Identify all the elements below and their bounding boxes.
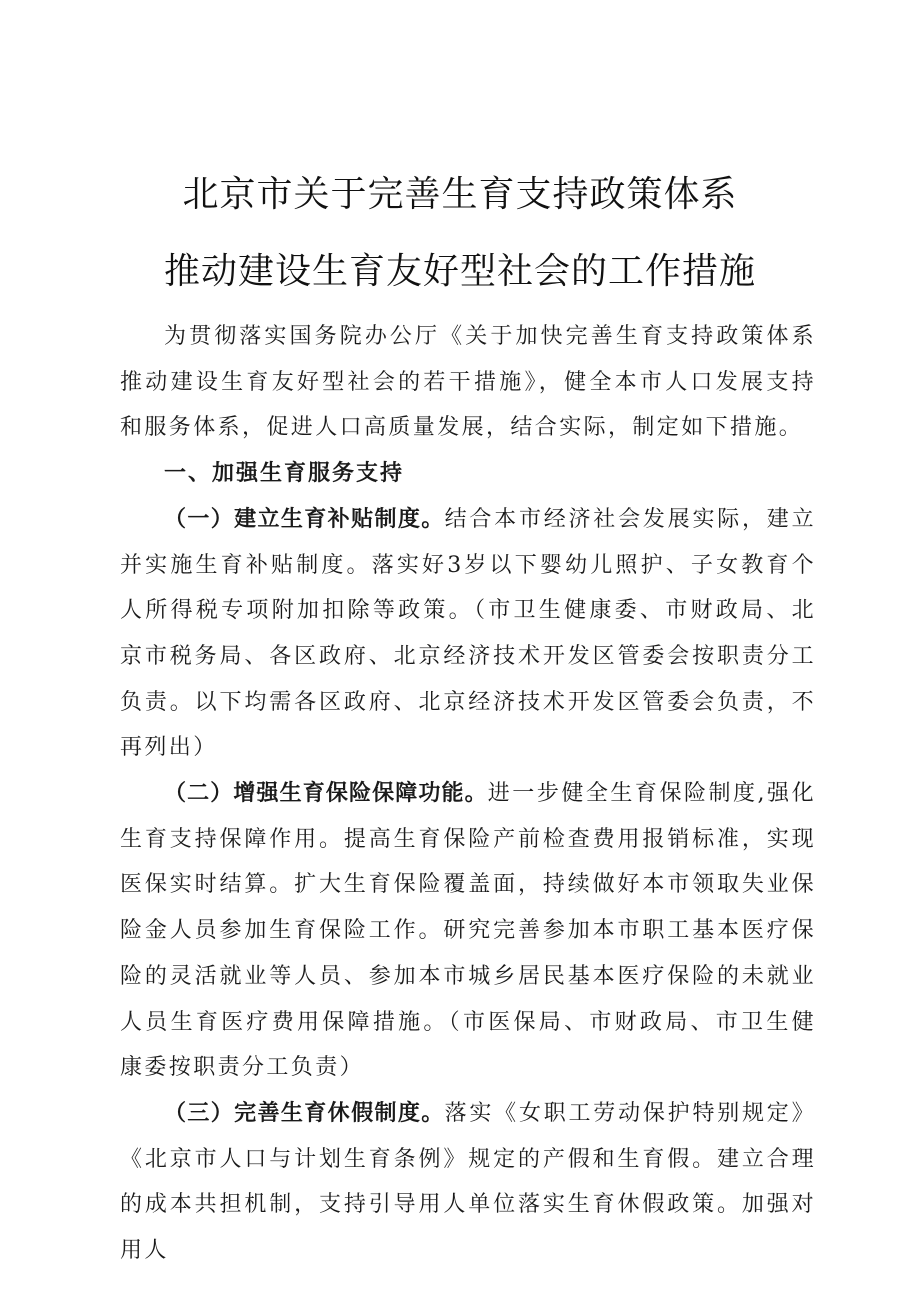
section-heading: 一、加强生育服务支持 — [164, 461, 405, 487]
document-body — [120, 314, 816, 1274]
item-paragraph-2 — [120, 771, 816, 1091]
item-paragraph-3 — [120, 1091, 816, 1274]
document-title-line-1: 北京市关于完善生育支持政策体系 — [182, 174, 738, 215]
intro-paragraph: 为贯彻落实国务院办公厅《关于加快完善生育支持政策体系推动建设生育友好型社会的若干措施》，健全本市人口发展支持和服务体系，促进人口高质量发展，结合实际，制定如下措施。 — [120, 324, 816, 441]
item-lead-1: （一）建立生育补贴制度。 — [164, 506, 445, 532]
item-lead-3: （三）完善生育休假制度。 — [164, 1100, 445, 1126]
item-text-1: 结合本市经济社会发展实际，建立并实施生育补贴制度。落实好3岁以下婴幼儿照护、子女教育个人所得税专项附加扣除等政策。（市卫生健康委、市财政局、北京市税务局、各区政府、北京经济技术开发区管委会按职责分工负责。以下均需各区政府、北京经济技术开发区管委会负责，不再列出） — [120, 506, 816, 761]
item-paragraph-1 — [120, 497, 816, 771]
item-lead-2: （二）增强生育保险保障功能。 — [164, 781, 488, 807]
item-text-3: 落实《女职工劳动保护特别规定》《北京市人口与计划生育条例》规定的产假和生育假。建立合理的成本共担机制，支持引导用人单位落实生育休假政策。加强对用人 — [120, 1100, 816, 1264]
document-title-line-2: 推动建设生育友好型社会的工作措施 — [163, 251, 756, 292]
item-text-2: 进一步健全生育保险制度,强化生育支持保障作用。提高生育保险产前检查费用报销标准，实现医保实时结算。扩大生育保险覆盖面，持续做好本市领取失业保险金人员参加生育保险工作。研究完善参加本市职工基本医疗保险的灵活就业等人员、参加本市城乡居民基本医疗保险的未就业人员生育医疗费用保障措施。（市医保局、市财政局、市卫生健康委按职责分工负责） — [120, 781, 816, 1081]
